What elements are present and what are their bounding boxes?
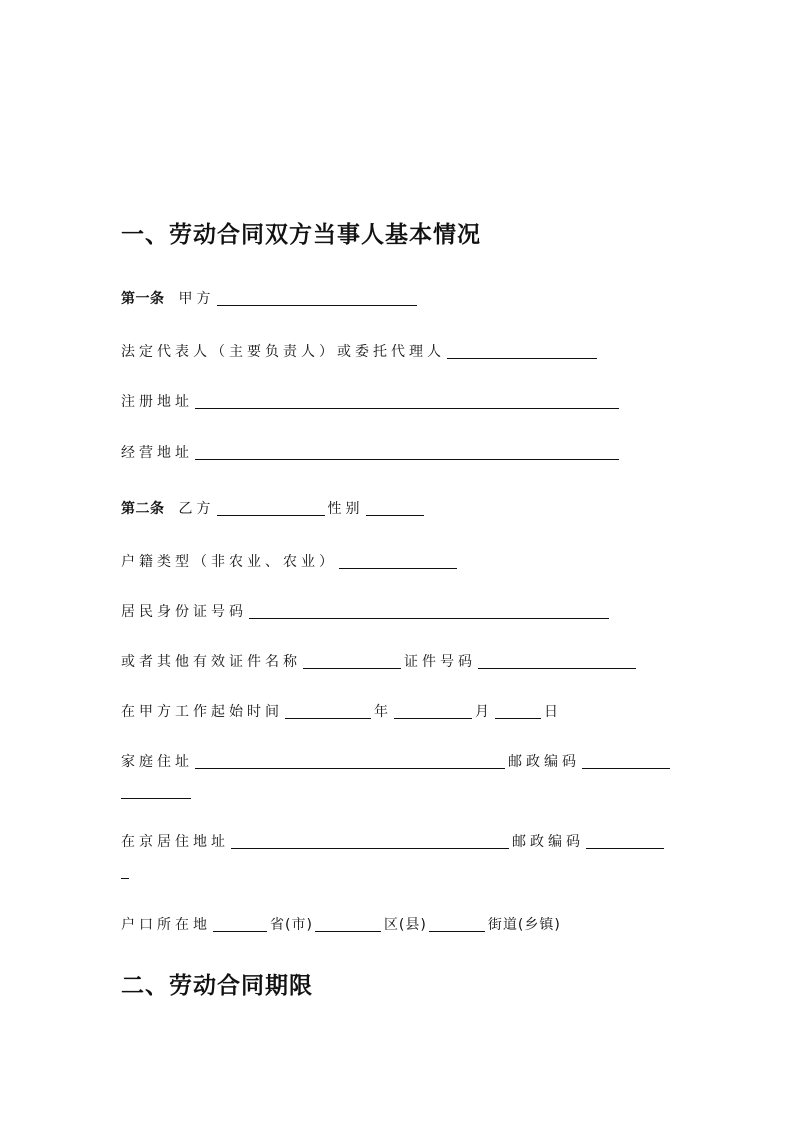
postcode-2-blank-continuation[interactable]	[121, 877, 129, 879]
street-label: 街道(乡镇)	[487, 917, 561, 933]
home-address-row	[121, 747, 673, 771]
biz-address-row	[121, 438, 622, 462]
reg-address-row	[121, 387, 622, 411]
gender-blank[interactable]	[366, 497, 424, 516]
legal-rep-row	[121, 337, 600, 361]
party-b-label: 乙方	[178, 501, 215, 517]
home-address-label: 家庭住址	[121, 754, 193, 770]
hukou-row	[121, 910, 561, 934]
province-label: 省(市)	[270, 917, 313, 933]
postcode-2-blank[interactable]	[586, 830, 664, 849]
postcode-1-blank-continuation[interactable]	[121, 797, 191, 799]
month-blank[interactable]	[394, 700, 472, 719]
party-a-row	[121, 284, 420, 308]
postcode-1-blank[interactable]	[582, 750, 670, 769]
section-heading-one: 一、劳动合同双方当事人基本情况	[121, 222, 481, 248]
beijing-address-blank[interactable]	[231, 830, 509, 849]
gender-label: 性别	[327, 501, 364, 517]
biz-address-label: 经营地址	[121, 445, 193, 461]
id-number-blank[interactable]	[249, 600, 609, 619]
reg-address-label: 注册地址	[121, 394, 193, 410]
legal-rep-blank[interactable]	[447, 340, 597, 359]
section-heading-two: 二、劳动合同期限	[121, 973, 313, 999]
other-id-name-label: 或者其他有效证件名称	[121, 654, 301, 670]
article-two-label: 第二条	[121, 501, 165, 517]
other-id-row	[121, 647, 639, 671]
month-label: 月	[475, 704, 493, 720]
party-a-label: 甲方	[178, 291, 215, 307]
biz-address-blank[interactable]	[195, 441, 619, 460]
start-date-label: 在甲方工作起始时间	[121, 704, 283, 720]
beijing-address-row	[121, 827, 667, 851]
year-label: 年	[374, 704, 392, 720]
other-id-name-blank[interactable]	[303, 650, 401, 669]
reg-address-blank[interactable]	[195, 390, 619, 409]
article-one-label: 第一条	[121, 291, 165, 307]
id-number-label: 居民身份证号码	[121, 604, 247, 620]
postcode-1-label: 邮政编码	[508, 754, 580, 770]
beijing-address-label: 在京居住地址	[121, 834, 229, 850]
day-blank[interactable]	[495, 700, 541, 719]
province-blank[interactable]	[213, 913, 267, 932]
district-label: 区(县)	[383, 917, 427, 933]
id-no-label: 证件号码	[404, 654, 476, 670]
party-b-row	[121, 494, 427, 518]
id-number-row	[121, 597, 612, 621]
hukou-label: 户口所在地	[121, 917, 211, 933]
year-blank[interactable]	[285, 700, 371, 719]
household-type-row	[121, 547, 460, 571]
day-label: 日	[544, 704, 562, 720]
party-b-blank[interactable]	[217, 497, 325, 516]
household-type-blank[interactable]	[339, 550, 457, 569]
id-no-blank[interactable]	[478, 650, 636, 669]
household-type-label: 户籍类型（非农业、农业）	[121, 554, 337, 570]
postcode-2-label: 邮政编码	[512, 834, 584, 850]
district-blank[interactable]	[315, 913, 381, 932]
home-address-blank[interactable]	[195, 750, 505, 769]
street-blank[interactable]	[429, 913, 485, 932]
start-date-row	[121, 697, 562, 721]
party-a-blank[interactable]	[217, 287, 417, 306]
legal-rep-label: 法定代表人（主要负责人）或委托代理人	[121, 344, 445, 360]
